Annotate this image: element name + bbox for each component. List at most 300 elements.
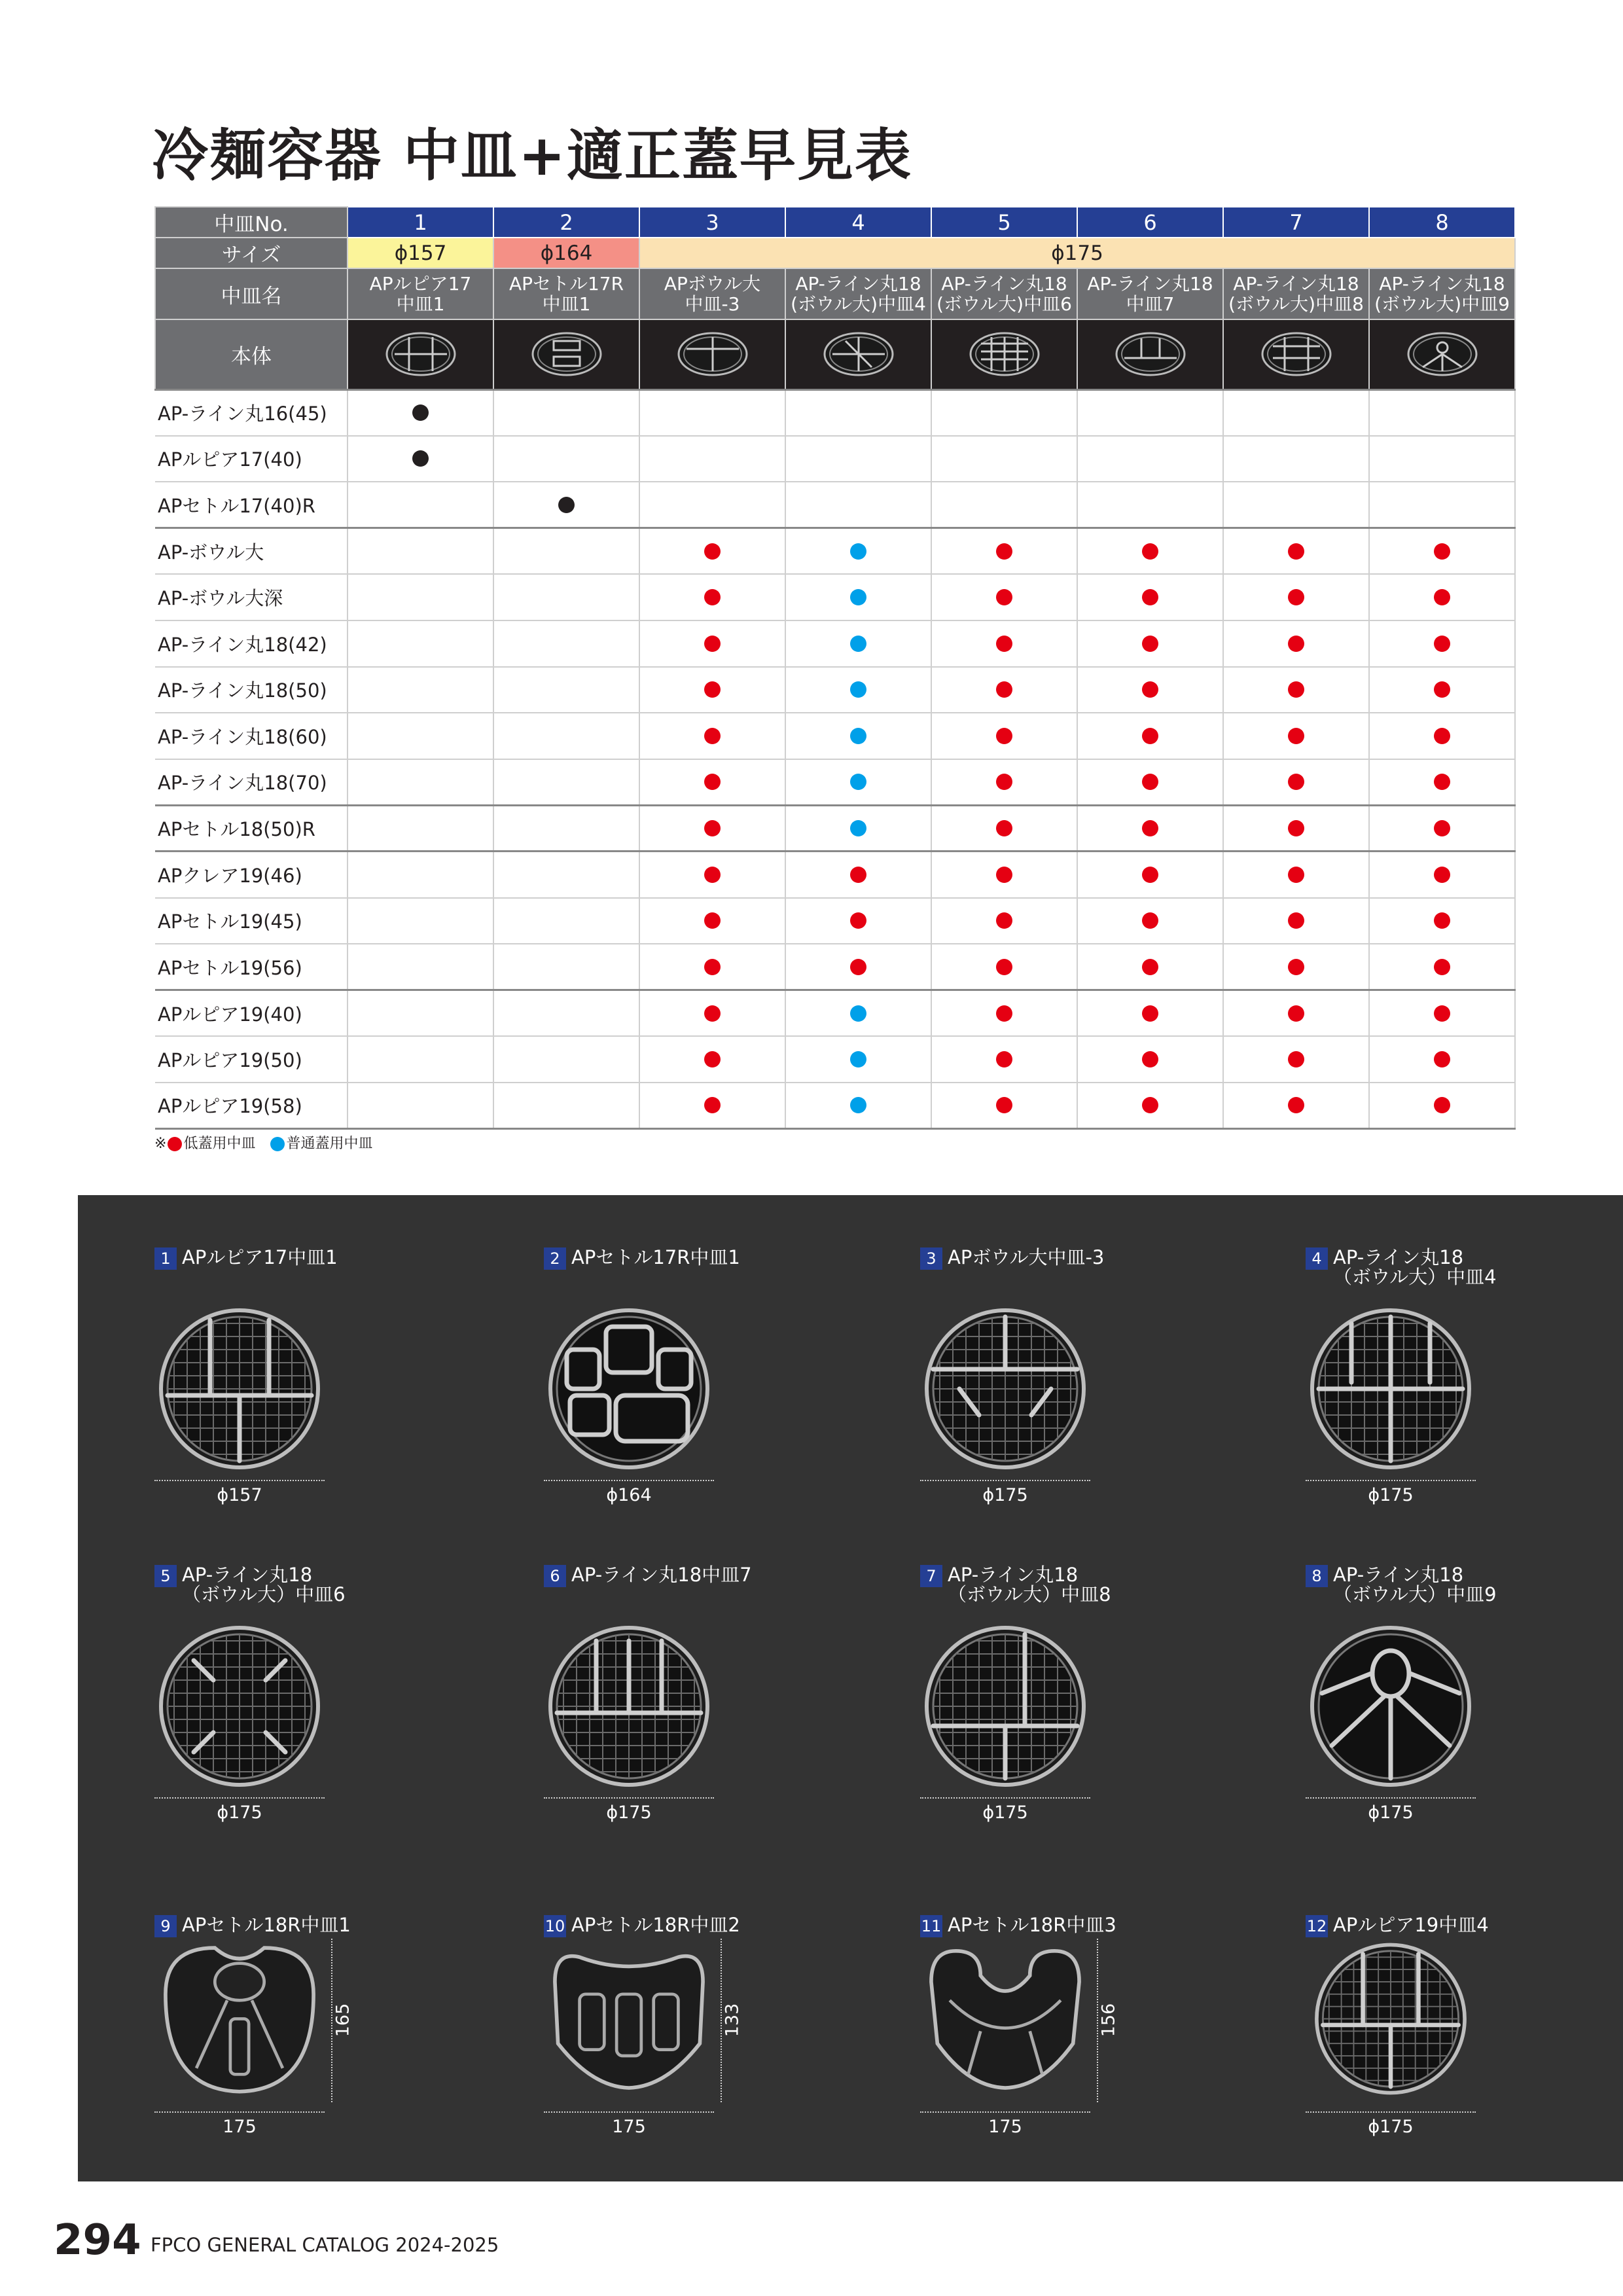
lid-name: AP-ライン丸18(60) <box>155 713 348 759</box>
compat-cell <box>493 944 639 990</box>
red-dot-icon <box>1288 867 1304 883</box>
product-number-badge: 12 <box>1306 1915 1328 1937</box>
product-name: APルピア19中皿4 <box>1333 1914 1489 1936</box>
product-name: APセトル18R中皿1 <box>182 1914 351 1936</box>
width-dimension-line <box>1306 1797 1476 1799</box>
compat-cell <box>639 574 785 620</box>
page-title: 冷麺容器 中皿+適正蓋早見表 <box>152 123 912 188</box>
compat-cell <box>639 805 785 852</box>
plate-thumbnail-icon <box>1111 328 1190 380</box>
compat-cell <box>348 528 493 575</box>
compat-cell <box>931 667 1077 713</box>
red-dot-icon <box>1288 589 1304 605</box>
compat-cell <box>1077 852 1223 898</box>
red-dot-icon <box>1142 912 1158 929</box>
product-label <box>154 1247 338 1270</box>
red-dot-icon <box>1434 589 1450 605</box>
table-row <box>155 389 1515 436</box>
blue-dot-icon <box>850 589 866 605</box>
compat-cell <box>493 898 639 944</box>
lid-name: APセトル18(50)R <box>155 805 348 852</box>
table-row <box>155 990 1515 1037</box>
compat-cell <box>639 898 785 944</box>
compat-cell <box>348 713 493 759</box>
red-dot-icon <box>1142 774 1158 790</box>
header-row-name <box>155 268 1515 319</box>
compat-cell <box>785 389 931 436</box>
lid-name: AP-ライン丸18(42) <box>155 620 348 667</box>
product-image <box>1306 1939 1476 2099</box>
plate-number-8: 8 <box>1369 207 1515 238</box>
product-card <box>1306 1565 1623 1866</box>
red-dot-icon <box>1288 681 1304 698</box>
compat-cell <box>1223 1036 1369 1083</box>
compat-cell <box>931 944 1077 990</box>
compat-cell <box>493 667 639 713</box>
compat-cell <box>785 805 931 852</box>
page-number: 294 <box>54 2216 141 2265</box>
product-card <box>920 1247 1260 1549</box>
compat-cell <box>931 898 1077 944</box>
compat-cell <box>639 852 785 898</box>
product-card <box>920 1915 1260 2216</box>
compat-cell <box>931 436 1077 482</box>
product-label <box>544 1565 752 1587</box>
blue-dot-icon <box>850 543 866 560</box>
compat-cell <box>639 990 785 1037</box>
product-card <box>154 1247 495 1549</box>
red-dot-icon <box>1434 681 1450 698</box>
red-dot-icon <box>704 1051 721 1067</box>
red-dot-icon <box>1288 820 1304 836</box>
product-label <box>154 1565 346 1604</box>
red-dot-icon <box>996 1051 1012 1067</box>
red-dot-icon <box>1288 1005 1304 1022</box>
compat-cell <box>348 1083 493 1129</box>
lid-name: APセトル19(56) <box>155 944 348 990</box>
product-image <box>920 1939 1090 2099</box>
red-dot-icon <box>1434 1097 1450 1113</box>
red-dot-icon <box>996 774 1012 790</box>
compat-cell <box>493 620 639 667</box>
product-label <box>920 1565 1111 1604</box>
red-dot-icon <box>704 681 721 698</box>
compat-cell <box>1369 1083 1515 1129</box>
lid-name: APクレア19(46) <box>155 852 348 898</box>
red-dot-icon <box>850 912 866 929</box>
product-number-badge: 4 <box>1306 1247 1328 1270</box>
compat-cell <box>639 667 785 713</box>
compat-cell <box>348 1036 493 1083</box>
plate-number-4: 4 <box>785 207 931 238</box>
red-dot-icon <box>1142 728 1158 744</box>
compat-cell <box>1077 482 1223 528</box>
compat-cell <box>785 759 931 806</box>
compat-cell <box>785 667 931 713</box>
product-number-badge: 5 <box>154 1565 177 1587</box>
plate-name-6: AP-ライン丸18 中皿7 <box>1077 268 1223 319</box>
product-label <box>544 1247 740 1270</box>
plate-thumbnail-5 <box>931 319 1077 389</box>
table-row <box>155 482 1515 528</box>
blue-dot-icon <box>850 1051 866 1067</box>
compat-cell <box>348 898 493 944</box>
product-image <box>920 1304 1090 1474</box>
compat-cell <box>348 990 493 1037</box>
plate-thumbnail-2 <box>493 319 639 389</box>
compat-cell <box>1223 482 1369 528</box>
width-dimension-line <box>154 2111 325 2113</box>
red-dot-icon <box>1434 774 1450 790</box>
compat-cell <box>1369 944 1515 990</box>
product-card <box>1306 1915 1623 2216</box>
red-dot-icon <box>1142 636 1158 652</box>
compat-cell <box>785 482 931 528</box>
blue-dot-icon <box>850 820 866 836</box>
blue-dot-icon <box>850 1097 866 1113</box>
compat-cell <box>785 1036 931 1083</box>
red-dot-icon <box>1434 543 1450 560</box>
product-label <box>544 1915 740 1937</box>
product-name: AP-ライン丸18 （ボウル大）中皿8 <box>948 1564 1111 1605</box>
compat-cell <box>1223 805 1369 852</box>
width-dimension-line <box>1306 1480 1476 1481</box>
lid-name: APルピア19(50) <box>155 1036 348 1083</box>
compat-cell <box>348 667 493 713</box>
product-number-badge: 10 <box>544 1915 566 1937</box>
product-card <box>1306 1247 1623 1549</box>
compat-cell <box>1077 805 1223 852</box>
table-row <box>155 852 1515 898</box>
plate-number-2: 2 <box>493 207 639 238</box>
compat-cell <box>493 805 639 852</box>
blue-dot-icon <box>850 636 866 652</box>
compat-cell <box>1223 898 1369 944</box>
red-dot-icon <box>1142 959 1158 975</box>
lid-name: AP-ボウル大 <box>155 528 348 575</box>
product-number-badge: 6 <box>544 1565 566 1587</box>
plate-thumbnail-icon <box>819 328 898 380</box>
product-number-badge: 9 <box>154 1915 177 1937</box>
compat-cell <box>785 528 931 575</box>
red-dot-icon <box>1288 912 1304 929</box>
red-dot-icon <box>704 912 721 929</box>
product-image <box>544 1304 714 1474</box>
plate-number-3: 3 <box>639 207 785 238</box>
legend-low-label: 低蓋用中皿 <box>183 1136 256 1152</box>
lid-name: AP-ライン丸18(50) <box>155 667 348 713</box>
red-dot-icon <box>704 636 721 652</box>
lid-name: APセトル17(40)R <box>155 482 348 528</box>
compat-cell <box>1077 990 1223 1037</box>
compat-cell <box>1369 667 1515 713</box>
compat-cell <box>931 482 1077 528</box>
table-row <box>155 759 1515 806</box>
compat-cell <box>348 436 493 482</box>
compat-cell <box>493 389 639 436</box>
width-dimension: 175 <box>223 2117 257 2137</box>
table-row <box>155 574 1515 620</box>
lid-name: APルピア19(58) <box>155 1083 348 1129</box>
width-dimension: 175 <box>612 2117 646 2137</box>
red-dot-icon <box>1288 636 1304 652</box>
compat-cell <box>639 1083 785 1129</box>
compat-cell <box>785 436 931 482</box>
compat-cell <box>348 852 493 898</box>
compat-cell <box>493 759 639 806</box>
product-name: APセトル18R中皿3 <box>948 1914 1116 1936</box>
width-dimension-line <box>920 1480 1090 1481</box>
red-dot-icon <box>996 728 1012 744</box>
compat-cell <box>1369 990 1515 1037</box>
red-dot-icon <box>996 543 1012 560</box>
compat-cell <box>639 1036 785 1083</box>
compat-cell <box>1223 574 1369 620</box>
product-number-badge: 7 <box>920 1565 942 1587</box>
size-cell-3-8: ϕ175 <box>639 238 1515 268</box>
plate-name-2: APセトル17R 中皿1 <box>493 268 639 319</box>
table-row <box>155 1036 1515 1083</box>
compat-cell <box>1223 990 1369 1037</box>
product-card <box>544 1915 884 2216</box>
lid-name: AP-ボウル大深 <box>155 574 348 620</box>
compat-cell <box>639 482 785 528</box>
red-dot-icon <box>704 728 721 744</box>
red-dot-icon <box>1288 959 1304 975</box>
compat-cell <box>493 436 639 482</box>
lid-name: APルピア17(40) <box>155 436 348 482</box>
red-dot-icon <box>704 959 721 975</box>
plate-thumbnail-icon <box>965 328 1044 380</box>
compat-cell <box>493 1083 639 1129</box>
width-dimension-line <box>920 2111 1090 2113</box>
plate-name-1: APルピア17 中皿1 <box>348 268 493 319</box>
red-dot-icon <box>704 867 721 883</box>
red-dot-icon <box>1288 774 1304 790</box>
compat-cell <box>785 944 931 990</box>
compat-cell <box>1223 713 1369 759</box>
plate-thumbnail-3 <box>639 319 785 389</box>
plate-thumbnail-4 <box>785 319 931 389</box>
compat-cell <box>785 713 931 759</box>
compat-cell <box>348 805 493 852</box>
compat-cell <box>785 990 931 1037</box>
compat-cell <box>639 759 785 806</box>
plate-name-3: APボウル大 中皿-3 <box>639 268 785 319</box>
red-dot-icon <box>996 681 1012 698</box>
compat-cell <box>1369 805 1515 852</box>
product-number-badge: 8 <box>1306 1565 1328 1587</box>
red-dot-icon <box>1142 1005 1158 1022</box>
width-dimension-line <box>544 2111 714 2113</box>
compat-cell <box>1369 482 1515 528</box>
compat-cell <box>1077 528 1223 575</box>
compat-cell <box>785 620 931 667</box>
plate-name-7: AP-ライン丸18 (ボウル大)中皿8 <box>1223 268 1369 319</box>
plate-number-6: 6 <box>1077 207 1223 238</box>
width-dimension: 175 <box>988 2117 1022 2137</box>
product-panel <box>78 1195 1623 2181</box>
lid-name: AP-ライン丸18(70) <box>155 759 348 806</box>
product-name: AP-ライン丸18中皿7 <box>571 1564 752 1586</box>
black-dot-icon <box>558 497 575 513</box>
compat-cell <box>1077 1083 1223 1129</box>
red-dot-icon <box>1142 1097 1158 1113</box>
product-card <box>154 1565 495 1866</box>
width-dimension-line <box>544 1797 714 1799</box>
plate-thumbnail-icon <box>1403 328 1482 380</box>
plate-thumbnail-7 <box>1223 319 1369 389</box>
product-name: APセトル18R中皿2 <box>571 1914 740 1936</box>
plate-thumbnail-6 <box>1077 319 1223 389</box>
compatibility-table <box>154 206 1516 1130</box>
compat-cell <box>1369 898 1515 944</box>
compat-cell <box>1223 759 1369 806</box>
legend-red-dot <box>168 1137 182 1151</box>
red-dot-icon <box>1434 728 1450 744</box>
red-dot-icon <box>704 589 721 605</box>
table-row <box>155 436 1515 482</box>
red-dot-icon <box>1434 912 1450 929</box>
compat-cell <box>1077 620 1223 667</box>
product-image <box>1306 1304 1476 1474</box>
red-dot-icon <box>1434 959 1450 975</box>
width-dimension: ϕ175 <box>1368 1485 1414 1505</box>
red-dot-icon <box>996 867 1012 883</box>
plate-name-5: AP-ライン丸18 (ボウル大)中皿6 <box>931 268 1077 319</box>
blue-dot-icon <box>850 1005 866 1022</box>
red-dot-icon <box>996 636 1012 652</box>
width-dimension: ϕ175 <box>982 1485 1028 1505</box>
product-card <box>154 1915 495 2216</box>
product-number-badge: 3 <box>920 1247 942 1270</box>
red-dot-icon <box>996 820 1012 836</box>
compat-cell <box>931 528 1077 575</box>
plate-thumbnail-8 <box>1369 319 1515 389</box>
plate-number-1: 1 <box>348 207 493 238</box>
compat-cell <box>931 852 1077 898</box>
compat-cell <box>931 759 1077 806</box>
red-dot-icon <box>1434 867 1450 883</box>
header-row-number <box>155 207 1515 238</box>
header-row-body <box>155 319 1515 389</box>
width-dimension: ϕ175 <box>1368 2117 1414 2137</box>
product-label <box>1306 1565 1497 1604</box>
compat-cell <box>493 713 639 759</box>
compat-cell <box>931 620 1077 667</box>
height-dimension: 156 <box>1098 2003 1119 2037</box>
product-image <box>154 1304 325 1474</box>
compat-cell <box>493 528 639 575</box>
header-no-label: 中皿No. <box>155 207 348 238</box>
compat-cell <box>1077 759 1223 806</box>
compat-cell <box>639 389 785 436</box>
compat-cell <box>1077 713 1223 759</box>
plate-thumbnail-icon <box>527 328 606 380</box>
width-dimension: ϕ157 <box>217 1485 262 1505</box>
black-dot-icon <box>412 404 429 421</box>
red-dot-icon <box>704 1005 721 1022</box>
compat-cell <box>1369 759 1515 806</box>
blue-dot-icon <box>850 681 866 698</box>
product-label <box>154 1915 351 1937</box>
product-image <box>544 1621 714 1791</box>
plate-number-7: 7 <box>1223 207 1369 238</box>
red-dot-icon <box>996 1097 1012 1113</box>
compat-cell <box>1223 667 1369 713</box>
red-dot-icon <box>1288 728 1304 744</box>
width-dimension: ϕ175 <box>1368 1803 1414 1823</box>
legend <box>154 1132 372 1153</box>
compat-cell <box>1223 389 1369 436</box>
height-dimension: 133 <box>722 2003 743 2037</box>
product-label <box>1306 1247 1497 1287</box>
red-dot-icon <box>850 867 866 883</box>
legend-blue-dot <box>270 1137 285 1151</box>
compat-cell <box>348 759 493 806</box>
table-row <box>155 620 1515 667</box>
plate-number-5: 5 <box>931 207 1077 238</box>
width-dimension-line <box>154 1797 325 1799</box>
lid-name: APルピア19(40) <box>155 990 348 1037</box>
header-row-size <box>155 238 1515 268</box>
plate-name-8: AP-ライン丸18 (ボウル大)中皿9 <box>1369 268 1515 319</box>
product-name: AP-ライン丸18 （ボウル大）中皿6 <box>182 1564 346 1605</box>
red-dot-icon <box>1142 820 1158 836</box>
compat-cell <box>348 944 493 990</box>
compat-cell <box>1369 1036 1515 1083</box>
blue-dot-icon <box>850 774 866 790</box>
compat-cell <box>1077 1036 1223 1083</box>
compat-cell <box>1369 620 1515 667</box>
product-image <box>920 1621 1090 1791</box>
compat-cell <box>348 482 493 528</box>
compat-cell <box>639 713 785 759</box>
compat-cell <box>1077 436 1223 482</box>
product-number-badge: 1 <box>154 1247 177 1270</box>
compat-cell <box>785 1083 931 1129</box>
product-number-badge: 2 <box>544 1247 566 1270</box>
width-dimension: ϕ175 <box>982 1803 1028 1823</box>
red-dot-icon <box>1434 820 1450 836</box>
product-name: AP-ライン丸18 （ボウル大）中皿9 <box>1333 1564 1497 1605</box>
red-dot-icon <box>1142 1051 1158 1067</box>
red-dot-icon <box>850 959 866 975</box>
compat-cell <box>348 574 493 620</box>
compat-cell <box>1369 436 1515 482</box>
header-body-label: 本体 <box>155 319 348 389</box>
product-card <box>544 1565 884 1866</box>
red-dot-icon <box>1288 1097 1304 1113</box>
legend-prefix: ※ <box>154 1136 167 1152</box>
compat-cell <box>1223 436 1369 482</box>
product-number-badge: 11 <box>920 1915 942 1937</box>
product-name: APセトル17R中皿1 <box>571 1246 740 1268</box>
red-dot-icon <box>996 959 1012 975</box>
width-dimension: ϕ164 <box>606 1485 652 1505</box>
compat-cell <box>931 990 1077 1037</box>
catalog-name: FPCO GENERAL CATALOG 2024-2025 <box>151 2234 499 2256</box>
red-dot-icon <box>1434 636 1450 652</box>
compat-cell <box>1077 667 1223 713</box>
compat-cell <box>931 1083 1077 1129</box>
lid-name: APセトル19(45) <box>155 898 348 944</box>
product-image <box>544 1939 714 2099</box>
red-dot-icon <box>1434 1051 1450 1067</box>
plate-thumbnail-icon <box>382 328 460 380</box>
compat-cell <box>1077 898 1223 944</box>
width-dimension: ϕ175 <box>217 1803 262 1823</box>
